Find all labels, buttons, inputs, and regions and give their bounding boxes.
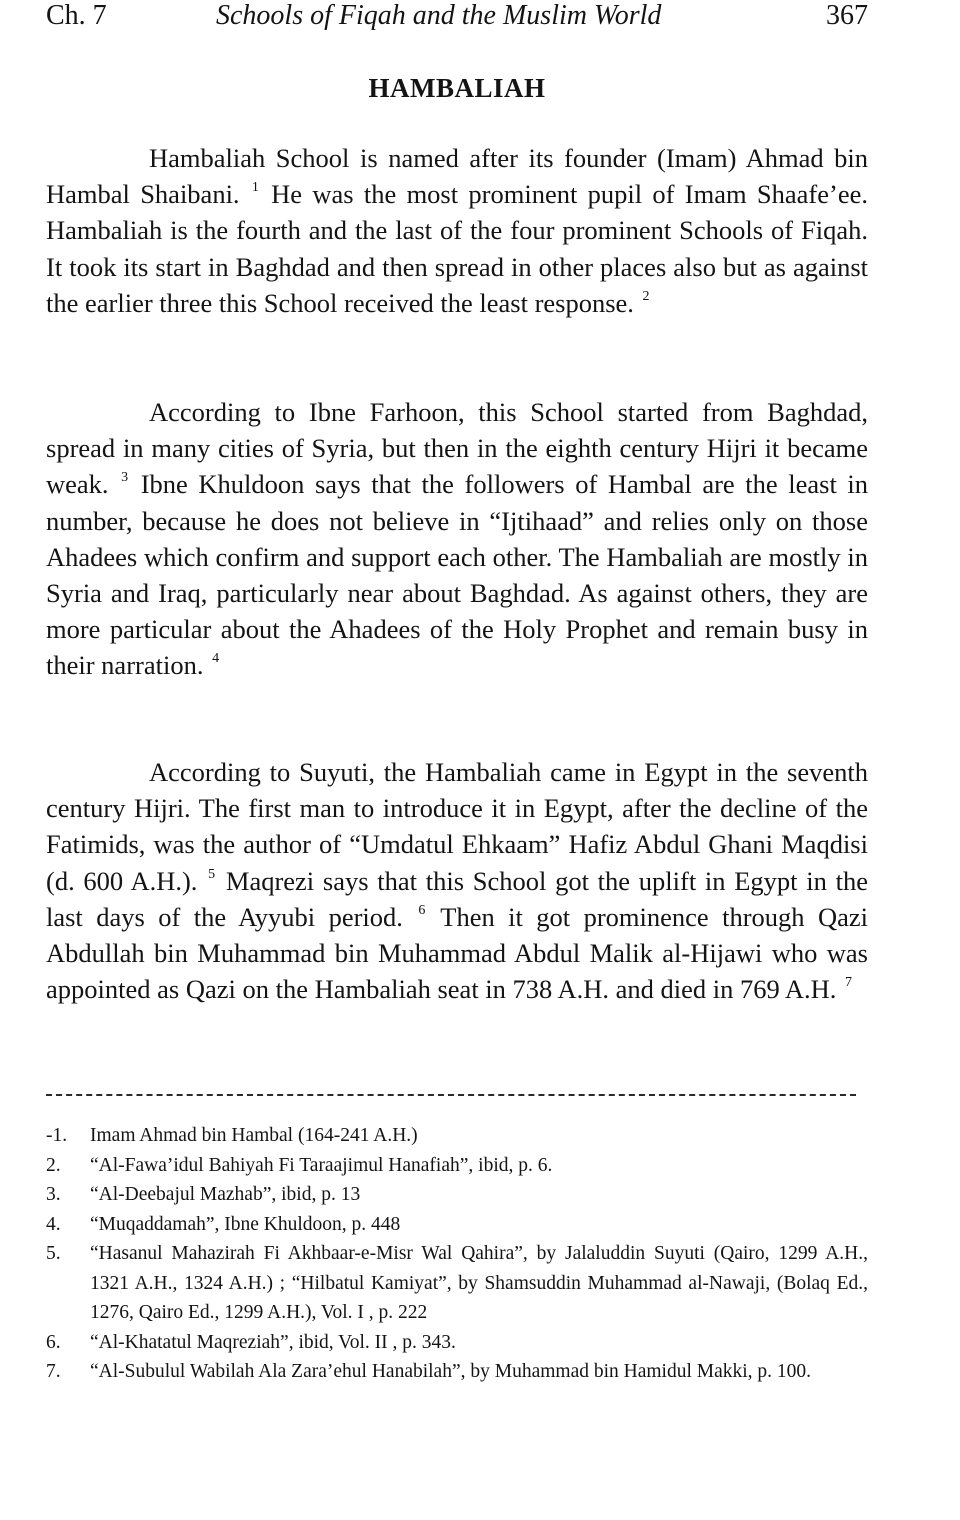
paragraph-text: Ibne Khuldoon says that the followers of Hambal are the least in number, because he does not believe in “Ijtihaad” and relies only on those Ahadees which confirm and support each other. The Hambaliah are mostly in Syria and Iraq, particularly near about Baghdad. As against others, they are more particular about the Ahadees of the Holy Prophet and remain busy in their narration. <box>46 469 869 681</box>
body-paragraph-2 <box>46 394 868 684</box>
footnote-text: “Al-Deebajul Mazhab”, ibid, p. 13 <box>90 1184 361 1205</box>
footnote-number: 3. <box>46 1184 61 1205</box>
paragraph-text: According to Suyuti, the Hambaliah came in Egypt in the seventh century Hijri. The first man to introduce it in Egypt, after the decline of the Fatimids, was the author of “Umdatul Ehkaam” Hafiz Abdul Ghani Maqdisi (d. 600 A.H.). <box>46 757 868 896</box>
paragraph-text: He was the most prominent pupil of Imam Shaafe’ee. Hambaliah is the fourth and the last of the four prominent Schools of Fiqah. It took its start in Baghdad and then spread in other places also but as against the earlier three this School received the least response. <box>46 179 868 318</box>
footnote-number: -1. <box>46 1125 68 1146</box>
footnote-text: “Al-Subulul Wabilah Ala Zara’ehul Hanabilah”, by Muhammad bin Hamidul Makki, p. 100. <box>90 1361 812 1382</box>
page-number: 367 <box>826 0 868 31</box>
footnote-ref[interactable]: 2 <box>642 288 650 304</box>
footnote-item-4 <box>46 1210 868 1240</box>
footnote-number: 2. <box>46 1154 61 1176</box>
footnote-item-6 <box>46 1328 868 1358</box>
footnote-ref[interactable]: 7 <box>845 975 853 991</box>
book-title: Schools of Fiqah and the Muslim World <box>216 0 662 31</box>
section-heading: HAMBALIAH <box>368 73 546 103</box>
paragraph-text: Hambaliah School is named after its founder (Imam) Ahmad bin Hambal Shaibani. <box>46 143 868 210</box>
footnote-item-2 <box>46 1151 868 1181</box>
paragraph <box>46 394 868 684</box>
paragraph-text: Then it got prominence through Qazi Abdullah bin Muhammad bin Muhammad Abdul Malik al-Hijawi who was appointed as Qazi on the Hambaliah seat in 738 A.H. and died in 769 A.H. <box>46 901 868 1005</box>
footnote-ref[interactable]: 5 <box>208 866 216 882</box>
footnote-number: 7. <box>46 1361 61 1382</box>
body-paragraph-1 <box>46 140 868 321</box>
footnote-divider <box>46 1094 856 1096</box>
footnote-number: 4. <box>46 1213 61 1235</box>
footnote-item-7 <box>46 1357 868 1387</box>
chapter-label: Ch. 7 <box>46 0 107 31</box>
footnote-ref[interactable]: 6 <box>418 902 426 918</box>
footnote-item-5 <box>46 1239 868 1328</box>
running-header <box>46 0 868 34</box>
footnote-item-3 <box>46 1180 868 1210</box>
paragraph-text: Maqrezi says that this School got the uplift in Egypt in the last days of the Ayyubi period. <box>46 865 868 932</box>
footnote-text: “Muqaddamah”, Ibne Khuldoon, p. 448 <box>90 1213 401 1235</box>
footnote-text: “Al-Fawa’idul Bahiyah Fi Taraajimul Hanafiah”, ibid, p. 6. <box>90 1154 553 1176</box>
footnote-ref[interactable]: 4 <box>212 651 220 667</box>
footnote-number: 5. <box>46 1243 61 1264</box>
paragraph <box>46 754 868 1007</box>
footnote-text: “Al-Khatatul Maqreziah”, ibid, Vol. II , p. 343. <box>90 1331 456 1353</box>
body-paragraph-3 <box>46 754 868 1007</box>
paragraph-text: According to Ibne Farhoon, this School started from Baghdad, spread in many cities of Syria, but then in the eighth century Hijri it became weak. <box>46 397 868 500</box>
footnote-number: 6. <box>46 1331 61 1353</box>
footnote-ref[interactable]: 3 <box>121 470 129 486</box>
footnote-text: “Hasanul Mahazirah Fi Akhbaar-e-Misr Wal Qahira”, by Jalaluddin Suyuti (Qairo, 1299 A.H., 1321 A.H., 1324 A.H.) ; “Hilbatul Kamiyat”, by Shamsuddin Muhammad al-Nawaji, (Bolaq Ed., 1276, Qairo Ed., 1299 A.H.), Vol. I , p. 222 <box>90 1243 868 1323</box>
footnotes-list <box>46 1121 868 1387</box>
footnote-item-1 <box>46 1121 868 1151</box>
footnote-text: Imam Ahmad bin Hambal (164-241 A.H.) <box>90 1125 418 1146</box>
footnote-ref[interactable]: 1 <box>251 180 259 196</box>
paragraph <box>46 140 868 321</box>
